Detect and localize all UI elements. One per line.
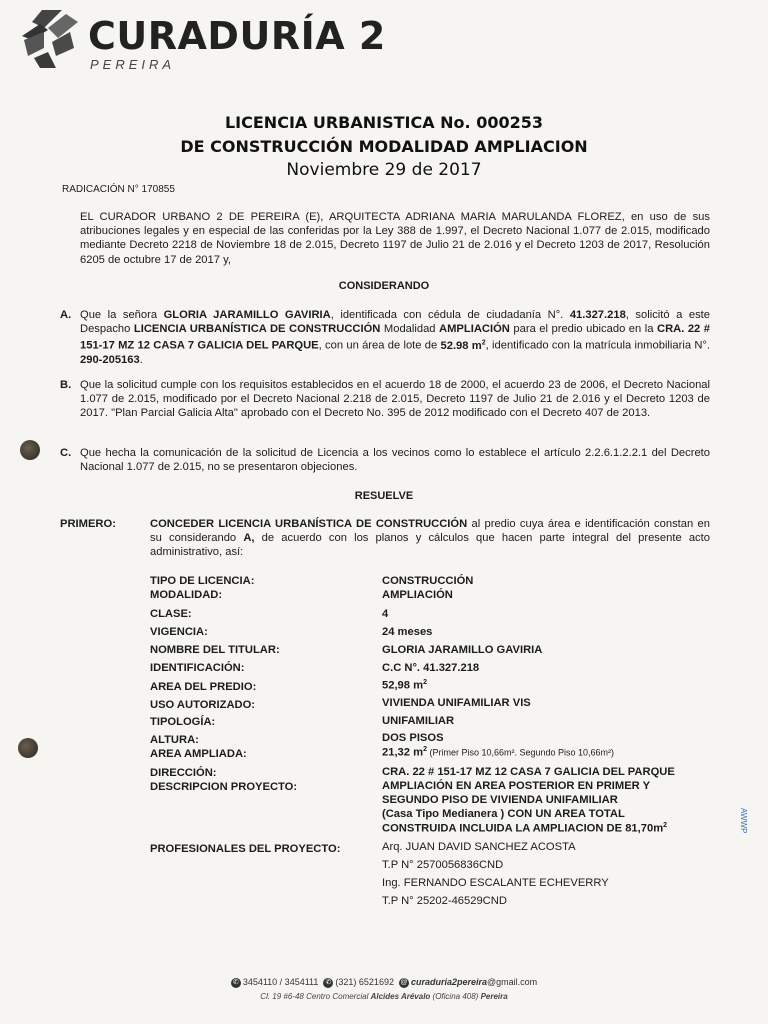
identificacion-value: C.C N°. 41.327.218 — [382, 662, 480, 674]
profesional-2-name: Ing. FERNANDO ESCALANTE ECHEVERRY — [382, 877, 609, 889]
identificacion-key: IDENTIFICACIÓN: — [150, 662, 245, 674]
area-predio-key: AREA DEL PREDIO: — [150, 681, 257, 693]
titular-value: GLORIA JARAMILLO GAVIRIA — [382, 644, 543, 656]
profesional-2-tp: T.P N° 25202-46529CND — [382, 895, 507, 907]
resuelve-heading: RESUELVE — [354, 490, 414, 502]
item-b-label: B. — [60, 379, 72, 391]
primero-label: PRIMERO: — [60, 518, 116, 530]
item-a-paragraph: Que la señora GLORIA JARAMILLO GAVIRIA, identificada con cédula de ciudadanía N°. 41.327.218, solicitó a este Despacho LICENCIA URBANÍSTICA DE CONSTRUCCIÓN Modalidad AMPLIACIÓN para el predio ubicado en la CRA. 22 # 151-17 MZ 12 CASA 7 GALICIA DEL PARQUE, con un área de lote de 52.98 $m^2$, identificado con la matrícula inmobiliaria N°. 290-205163. — [80, 309, 711, 367]
tipo-licencia-key: TIPO DE LICENCIA: — [150, 575, 255, 587]
descripcion-line-2: SEGUNDO PISO DE VIVIENDA UNIFAMILIAR — [382, 794, 618, 806]
vigencia-value: 24 meses — [382, 626, 433, 638]
punch-hole-icon — [18, 738, 38, 758]
radicacion-number: RADICACIÓN N° 170855 — [62, 184, 175, 195]
item-c-label: C. — [60, 447, 72, 459]
altura-key: ALTURA: — [150, 734, 199, 746]
item-b-paragraph: Que la solicitud cumple con los requisitos establecidos en el acuerdo 18 de 2000, el acuerdo 23 de 2006, el Decreto Nacional 1.077 de 2.015, modificado por el Decreto Nacional 2.218 de 2.015, Decreto 1197 de Julio 21 de 2.016 y el Decreto 1203 de 2017. "Plan Parcial Galicia Alta" aprobado con el Decreto No. 395 de 2012 modificado con el Decreto 407 de 2013. — [80, 379, 710, 420]
footer-mobile: (321) 6521692 — [335, 977, 394, 987]
descripcion-line-1: AMPLIACIÓN EN AREA POSTERIOR EN PRIMER Y — [382, 780, 651, 792]
license-subtitle: DE CONSTRUCCIÓN MODALIDAD AMPLIACION — [180, 137, 588, 156]
considerando-heading: CONSIDERANDO — [338, 280, 430, 292]
profesional-1-tp: T.P N° 2570056836CND — [382, 859, 504, 871]
descripcion-line-4: CONSTRUIDA INCLUIDA LA AMPLIACION DE $81,70m^2$ — [382, 822, 668, 835]
brand-city: PEREIRA — [90, 57, 176, 72]
brand-name: CURADURÍA 2 — [88, 14, 386, 58]
footer-email-user: curaduria2pereira — [410, 977, 488, 987]
phone-icon: ✆ — [231, 978, 241, 988]
email-icon: @ — [400, 978, 408, 986]
tipo-licencia-value: CONSTRUCCIÓN — [382, 575, 474, 587]
item-c-paragraph: Que hecha la comunicación de la solicitud de Licencia a los vecinos como lo establece el artículo 2.2.6.1.2.2.1 del Decreto Nacional 1.077 de 2.015, no se presentaron objeciones. — [80, 447, 710, 474]
modalidad-key: MODALIDAD: — [150, 589, 223, 601]
vigencia-key: VIGENCIA: — [150, 626, 208, 638]
license-date: Noviembre 29 de 2017 — [286, 160, 482, 180]
titular-key: NOMBRE DEL TITULAR: — [150, 644, 280, 656]
footer-phones: 3454110 / 3454111 — [242, 977, 319, 987]
profesionales-key: PROFESIONALES DEL PROYECTO: — [150, 843, 341, 855]
descripcion-line-3: (Casa Tipo Medianera ) CON UN AREA TOTAL — [382, 808, 625, 820]
license-title: LICENCIA URBANISTICA No. 000253 — [224, 113, 543, 132]
direccion-value: CRA. 22 # 151-17 MZ 12 CASA 7 GALICIA DEL PARQUE — [382, 766, 675, 778]
altura-value: DOS PISOS — [382, 732, 444, 744]
area-ampliada-value: 21,32 $m^2$ (Primer Piso 10,66m². Segundo Piso 10,66m²) — [382, 746, 615, 759]
side-stamp: AWWP — [739, 808, 748, 834]
tipologia-key: TIPOLOGÍA: — [150, 716, 216, 728]
intro-paragraph: EL CURADOR URBANO 2 DE PEREIRA (E), ARQUITECTA ADRIANA MARIA MARULANDA FLOREZ, en uso de sus atribuciones legales y en especial de las conferidas por la Ley 388 de 1.997, el Decreto Nacional 1.077 de 2.015, modificado mediante Decreto 2218 de Noviembre 18 de 2.015, Decreto 1197 de Julio 21 de 2.016 y el Decreto 1203 de 2017, Resolución 6205 de octubre 17 de 2017 y, — [80, 211, 710, 266]
area-predio-value: 52,98 $m^2$ — [382, 679, 427, 692]
clase-value: 4 — [382, 608, 389, 620]
uso-key: USO AUTORIZADO: — [150, 699, 256, 711]
tipologia-value: UNIFAMILIAR — [382, 715, 455, 727]
primero-paragraph: CONCEDER LICENCIA URBANÍSTICA DE CONSTRUCCIÓN al predio cuya área e identificación constan en su considerando A, de acuerdo con los planos y cálculos que hacen parte integral del presente acto administrativo, así: — [150, 518, 710, 559]
punch-hole-icon — [20, 440, 40, 460]
descripcion-key: DESCRIPCION PROYECTO: — [150, 781, 298, 793]
clase-key: CLASE: — [150, 608, 192, 620]
footer-email-domain: @gmail.com — [487, 977, 538, 987]
item-a-label: A. — [60, 309, 72, 321]
curaduria-logo-icon — [18, 8, 84, 70]
footer-address: Cl. 19 #6-48 Centro Comercial Alcides Arévalo (Oficina 408) Pereira — [260, 992, 508, 1001]
footer-contacts — [0, 977, 768, 988]
area-ampliada-key: AREA AMPLIADA: — [150, 748, 247, 760]
profesional-1-name: Arq. JUAN DAVID SANCHEZ ACOSTA — [382, 841, 576, 853]
modalidad-value: AMPLIACIÓN — [382, 589, 453, 601]
mobile-icon: ✆ — [323, 978, 333, 988]
uso-value: VIVIENDA UNIFAMILIAR VIS — [382, 697, 531, 709]
direccion-key: DIRECCIÓN: — [150, 767, 217, 779]
